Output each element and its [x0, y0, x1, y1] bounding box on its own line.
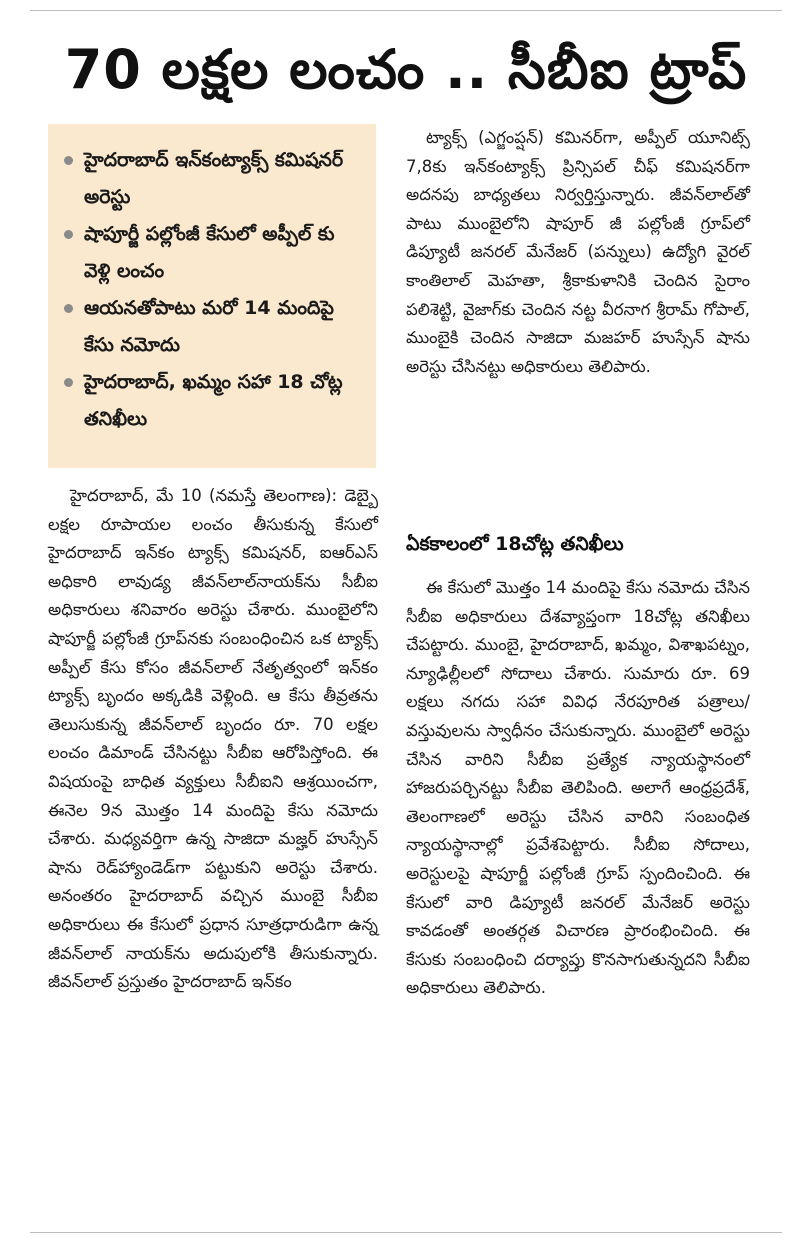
highlights-list	[62, 142, 364, 438]
bullet-dot-icon	[64, 378, 73, 387]
bottom-rule	[30, 1232, 782, 1233]
highlight-text: హైదరాబాద్, ఖమ్మం సహా 18 చోట్ల తనిఖీలు	[84, 371, 343, 430]
highlights-box	[48, 124, 376, 468]
body-column-right-bottom	[406, 574, 750, 1003]
bullet-dot-icon	[64, 304, 73, 313]
body-paragraph: ట్యాక్స్ (ఎగ్జంప్షన్) కమినర్‌గా, అప్పీల్ యూనిట్స్ 7,8కు ఇన్‌కంట్యాక్స్ ప్రిన్సిపల్ చీఫ్ కమిషనర్‌గా అదనపు బాధ్యతలు నిర్వర్తిస్తున్నారు. జీవన్‌లాల్‌తో పాటు ముంబైలోని షాపూర్ జీ పల్లోంజీ గ్రూప్‌లో డిప్యూటీ జనరల్ మేనేజర్ (పన్నులు) ఉద్యోగి వైరల్ కాంతిలాల్ మెహతా, శ్రీకాకుళానికి చెందిన సైరాం పలిశెట్టి, వైజాగ్‌కు చెందిన నట్ట వీరనాగ శ్రీరామ్ గోపాల్, ముంబైకి చెందిన సాజిదా మజహర్ హుస్సేన్ షాను అరెస్టు చేసినట్టు అధికారులు తెలిపారు.	[406, 128, 750, 376]
body-paragraph: ఈ కేసులో మొత్తం 14 మందిపై కేసు నమోదు చేసిన సీబీఐ అధికారులు దేశవ్యాప్తంగా 18చోట్ల తనిఖీలు చేపట్టారు. ముంబై, హైదరాబాద్, ఖమ్మం, విశాఖపట్నం, న్యూఢిల్లీలలో సోదాలు చేశారు. సుమారు రూ. 69 లక్షలు నగదు సహా వివిధ నేరపూరిత పత్రాలు/వస్తువులను స్వాధీనం చేసుకున్నారు. ముంబైలో అరెస్టు చేసిన వారిని సీబీఐ ప్రత్యేక న్యాయస్థానంలో హాజరుపర్చినట్టు సీబీఐ తెలిపింది. అలాగే ఆంధ్రప్రదేశ్, తెలంగాణలో అరెస్టు చేసిన వారిని సంబంధిత న్యాయస్థానాల్లో ప్రవేశపెట్టారు. సీబీఐ సోదాలు, అరెస్టులపై షాపూర్జీ పల్లోంజీ గ్రూప్ స్పందించింది. ఈ కేసులో వారి డిప్యూటీ జనరల్ మేనేజర్ అరెస్టు కావడంతో అంతర్గత విచారణ ప్రారంభించింది. ఈ కేసుకు సంబంధించి దర్యాప్తు కొనసాగుతున్నదని సీబీఐ అధికారులు తెలిపారు.	[406, 578, 750, 998]
subheading: ఏకకాలంలో 18చోట్ల తనిఖీలు	[406, 533, 624, 555]
bullet-dot-icon	[64, 156, 73, 165]
body-column-right-top	[406, 124, 750, 381]
body-column-left	[48, 482, 378, 997]
highlight-item	[62, 216, 364, 290]
highlight-text: హైదరాబాద్ ఇన్‌కంట్యాక్స్ కమిషనర్ అరెస్టు	[84, 149, 344, 208]
highlight-item	[62, 290, 364, 364]
body-paragraph: హైదరాబాద్, మే 10 (నమస్తే తెలంగాణ): డెబ్బై లక్షల రూపాయల లంచం తీసుకున్న కేసులో హైదరాబాద్ ఇన్‌కం ట్యాక్స్ కమిషనర్, ఐఆర్ఎస్ అధికారి లావుడ్య జీవన్‌లాల్‌నాయక్‌ను సీబీఐ అధికారులు శనివారం అరెస్టు చేశారు. ముంబైలోని షాపూర్జీ పల్లోంజీ గ్రూప్‌నకు సంబంధించిన ఒక ట్యాక్స్ అప్పీల్ కేసు కోసం జీవన్‌లాల్ నేతృత్వంలో ఇన్‌కం ట్యాక్స్ బృందం అక్కడికి వెళ్లింది. ఆ కేసు తీవ్రతను తెలుసుకున్న జీవన్‌లాల్ బృందం రూ. 70 లక్షల లంచం డిమాండ్ చేసినట్టు సీబీఐ ఆరోపిస్తోంది. ఈ విషయంపై బాధిత వ్యక్తులు సీబీఐని ఆశ్రయించగా, ఈనెల 9న మొత్తం 14 మందిపై కేసు నమోదు చేశారు. మధ్యవర్తిగా ఉన్న సాజిదా మజ్హర్ హుస్సేన్ షాను రెడ్‌హ్యాండెడ్‌గా పట్టుకుని అరెస్టు చేశారు. అనంతరం హైదరాబాద్ వచ్చిన ముంబై సీబీఐ అధికారులు ఈ కేసులో ప్రధాన సూత్రధారుడిగా ఉన్న జీవన్‌లాల్ నాయక్‌ను అదుపులోకి తీసుకున్నారు. జీవన్‌లాల్ ప్రస్తుతం హైదరాబాద్ ఇన్‌కం	[48, 486, 378, 992]
highlight-text: షాపూర్జీ పల్లోంజీ కేసులో అప్పీల్ కు వెళ్లి లంచం	[84, 223, 335, 282]
bullet-dot-icon	[64, 230, 73, 239]
highlight-item	[62, 364, 364, 438]
highlight-item	[62, 142, 364, 216]
top-rule	[30, 10, 782, 11]
headline: 70 లక్షల లంచం .. సీబీఐ ట్రాప్	[64, 38, 748, 101]
highlight-text: ఆయనతోపాటు మరో 14 మందిపై కేసు నమోదు	[84, 297, 334, 356]
